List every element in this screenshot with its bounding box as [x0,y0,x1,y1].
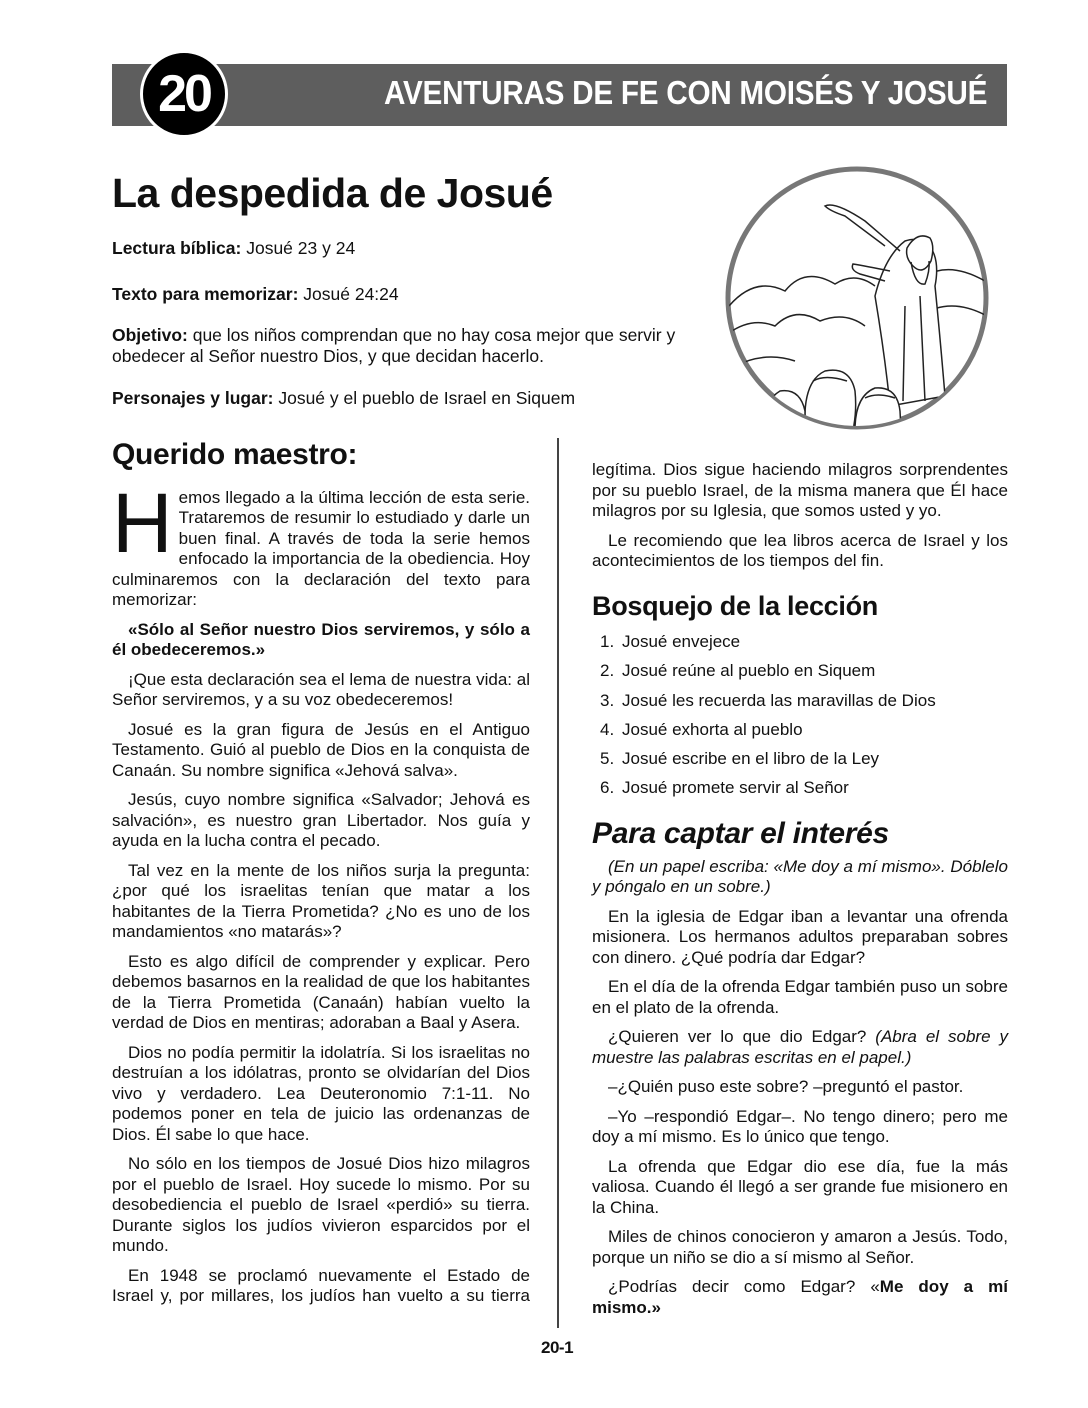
page-number: 20-1 [541,1338,574,1357]
objective-value: que los niños comprendan que no hay cosa mejor que servir y obedecer al Señor nuestro Dios, y que decidan hacerlo. [112,325,676,366]
recommend-paragraph: Le recomiendo que lea libros acerca de Israel y los acontecimientos de los tiempos del fin. [592,530,1008,570]
final-question-bold: Me doy a mí mismo.» [592,1277,1008,1317]
paragraph: En 1948 se proclamó nuevamente el Estado de Israel y, por millares, los judíos han vuelto a su tierra [112,1265,530,1305]
outline-item: 6. Josué promete servir al Señor [600,778,849,798]
memory-verse [112,284,682,305]
interest-heading: Para captar el interés [592,817,889,851]
intro-paragraph [112,475,530,611]
final-question [592,1277,1008,1318]
paragraph: Esto es algo difícil de comprender y explicar. Pero debemos basarnos en la realidad de que los habitantes de la Tierra Prometida (Canaán) habían vuelto la verdad de Dios en mentiras; adoraban a Baal y Asera. [112,951,530,1032]
story-paragraph: En el día de la ofrenda Edgar también puso un sobre en el plato de la ofrenda. [592,977,1008,1017]
characters-label: Personajes y lugar: [112,388,274,408]
bible-reading-value: Josué 23 y 24 [246,238,356,258]
question-paragraph [592,1027,1008,1068]
outline-item: 4. Josué exhorta al pueblo [600,719,803,739]
paragraph: ¡Que esta declaración sea el lema de nuestra vida: al Señor serviremos, y a su voz obedeceremos! [112,669,530,709]
interest-instruction: (En un papel escriba: «Me doy a mí mismo». Dóblelo y póngalo en un sobre.) [592,856,1008,897]
outline-item: 2. Josué reúne al pueblo en Siquem [600,661,876,681]
memory-verse-label: Texto para memorizar: [112,284,299,304]
story-paragraph: Miles de chinos conocieron y amaron a Jesús. Todo, porque un niño se dio a sí mismo al Señor. [592,1227,1008,1267]
question-text: ¿Quieren ver lo que dio Edgar? [608,1027,867,1047]
outline-item: 5. Josué escribe en el libro de la Ley [600,749,880,769]
outline-heading: Bosquejo de la lección [592,590,878,621]
memory-verse-value: Josué 24:24 [303,284,399,304]
continuation-paragraph: legítima. Dios sigue haciendo milagros sorprendentes por su pueblo Israel, de la misma manera que Él hace milagros por su Iglesia, que somos usted y yo. [592,460,1008,520]
outline-item: 1. Josué envejece [600,632,741,651]
story-paragraph: –¿Quién puso este sobre? –preguntó el pastor. [608,1077,964,1097]
joshua-illustration [725,166,989,430]
story-paragraph: La ofrenda que Edgar dio ese día, fue la más valiosa. Cuando él llegó a ser grande fue misionero en la China. [592,1156,1008,1217]
bible-reading [112,238,682,259]
left-column [112,438,530,1316]
lesson-number: 20 [158,65,210,123]
intro-text: emos llegado a la última lección de esta serie. Trataremos de resumir lo estudiado y darle un buen final. A través de toda la serie hemos enfocado la importancia de la obediencia. Hoy culminaremos con la declaración del texto para memorizar: [112,487,530,609]
paragraph: Dios no podía permitir la idolatría. Si los israelitas no destruían a los idólatras, pronto se olvidarían del Dios vivo y verdadero. Lea Deuteronomio 7:1-11. No podemos poner en tela de juicio las ordenanzas de Dios. Él sabe lo que hace. [112,1042,530,1144]
right-column [592,460,1008,1327]
final-question-text: ¿Podrías decir como Edgar? « [608,1277,880,1297]
series-banner [112,64,1007,126]
question-instruction: (Abra el sobre y muestre las palabras escritas en el papel.) [592,1027,1008,1067]
characters-value: Josué y el pueblo de Israel en Siquem [278,388,576,408]
outline-item: 3. Josué les recuerda las maravillas de Dios [600,690,936,710]
paragraph: Josué es la gran figura de Jesús en el Antiguo Testamento. Guió al pueblo de Dios en la conquista de Canaán. Su nombre significa «Jehová salva». [112,719,530,780]
column-divider [557,438,559,1328]
paragraph: Jesús, cuyo nombre significa «Salvador; Jehová es salvación», es nuestro gran Libertador. Nos guía y ayuda en la lucha contra el pecado. [112,790,530,850]
lesson-title: La despedida de Josué [112,170,553,216]
series-title: AVENTURAS DE FE CON MOISÉS Y JOSUÉ [383,74,987,111]
paragraph: Tal vez en la mente de los niños surja la pregunta: ¿por qué los israelitas tenían que matar a los habitantes de la Tierra Prometida? ¿No es uno de los mandamientos «no matarás»? [112,860,530,941]
objective [112,325,682,367]
objective-label: Objetivo: [112,325,188,345]
paragraph: No sólo en los tiempos de Josué Dios hizo milagros por el pueblo de Israel. Hoy sucede lo mismo. Por su desobediencia el pueblo de Israel «perdió» su tierra. Durante siglos los judíos vivieron esparcidos por el mundo. [112,1154,530,1255]
memory-quote: «Sólo al Señor nuestro Dios serviremos, y sólo a él obedeceremos.» [112,619,530,659]
bible-reading-label: Lectura bíblica: [112,238,242,258]
dear-teacher-heading: Querido maestro: [112,438,358,471]
characters-place [112,388,682,409]
drop-cap: H [112,475,173,570]
story-paragraph: –Yo –respondió Edgar–. No tengo dinero; pero me doy a mí mismo. Es lo único que tengo. [592,1106,1008,1147]
lesson-outline [600,632,1008,798]
lesson-number-badge [140,50,228,138]
story-paragraph: En la iglesia de Edgar iban a levantar una ofrenda misionera. Los hermanos adultos preparaban sobres con dinero. ¿Qué podría dar Edgar? [592,906,1008,967]
